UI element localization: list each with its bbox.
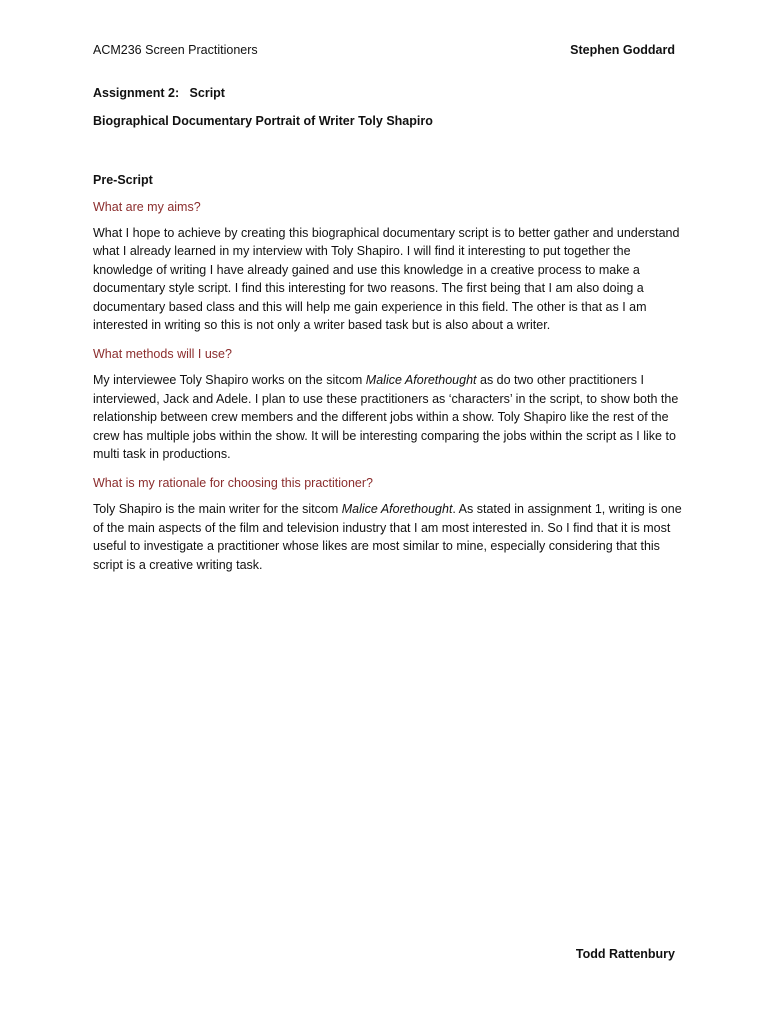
show-title-italic: Malice Aforethought (365, 373, 477, 388)
section-heading-methods: What methods will I use? (93, 347, 232, 362)
paragraph-text: Toly Shapiro is the main writer for the sitcom (93, 502, 342, 517)
paragraph-text: . As stated in assignment 1, writing is one of the main aspects of the film and television industry that I am most interested in. So I find that it is most useful to investigate a practitioner whose likes are most similar to mine, especially considering that this script is a creative writing task. (93, 502, 682, 572)
show-title-italic: Malice Aforethought (341, 502, 453, 517)
assignment-label: Assignment 2: Script (93, 86, 225, 100)
document-title: Biographical Documentary Portrait of Writer Toly Shapiro (93, 114, 433, 128)
paragraph-text: as do two other practitioners I interviewed, Jack and Adele. I plan to use these practitioners as ‘characters’ in the script, to show both the relationship between crew members and the different jobs within a show. Toly Shapiro like the rest of the crew has multiple jobs within the show. It will be interesting comparing the jobs within the script as I like to multi task in productions. (93, 373, 679, 462)
section-heading-rationale: What is my rationale for choosing this practitioner? (93, 476, 373, 491)
pre-script-heading: Pre-Script (93, 173, 153, 187)
page-header (93, 43, 675, 61)
header-author: Stephen Goddard (570, 43, 675, 57)
section-paragraph-aims: What I hope to achieve by creating this biographical documentary script is to better gather and understand what I already learned in my interview with Toly Shapiro. I will find it interesting to put together the knowledge of writing I have already gained and use this knowledge in a creative process to make a documentary style script. I find this interesting for two reasons. The first being that I am also doing a documentary based class and this will help me gain experience in this field. The other is that as I am interested in writing so this is not only a writer based task but is also about a writer. (93, 226, 680, 333)
paragraph-text: My interviewee Toly Shapiro works on the sitcom (93, 373, 366, 388)
section-paragraph-methods (93, 371, 683, 463)
document-body (93, 86, 683, 574)
section-heading-aims: What are my aims? (93, 200, 201, 214)
course-title: ACM236 Screen Practitioners (93, 43, 258, 57)
footer-author: Todd Rattenbury (575, 947, 675, 961)
section-paragraph-rationale (93, 500, 683, 574)
